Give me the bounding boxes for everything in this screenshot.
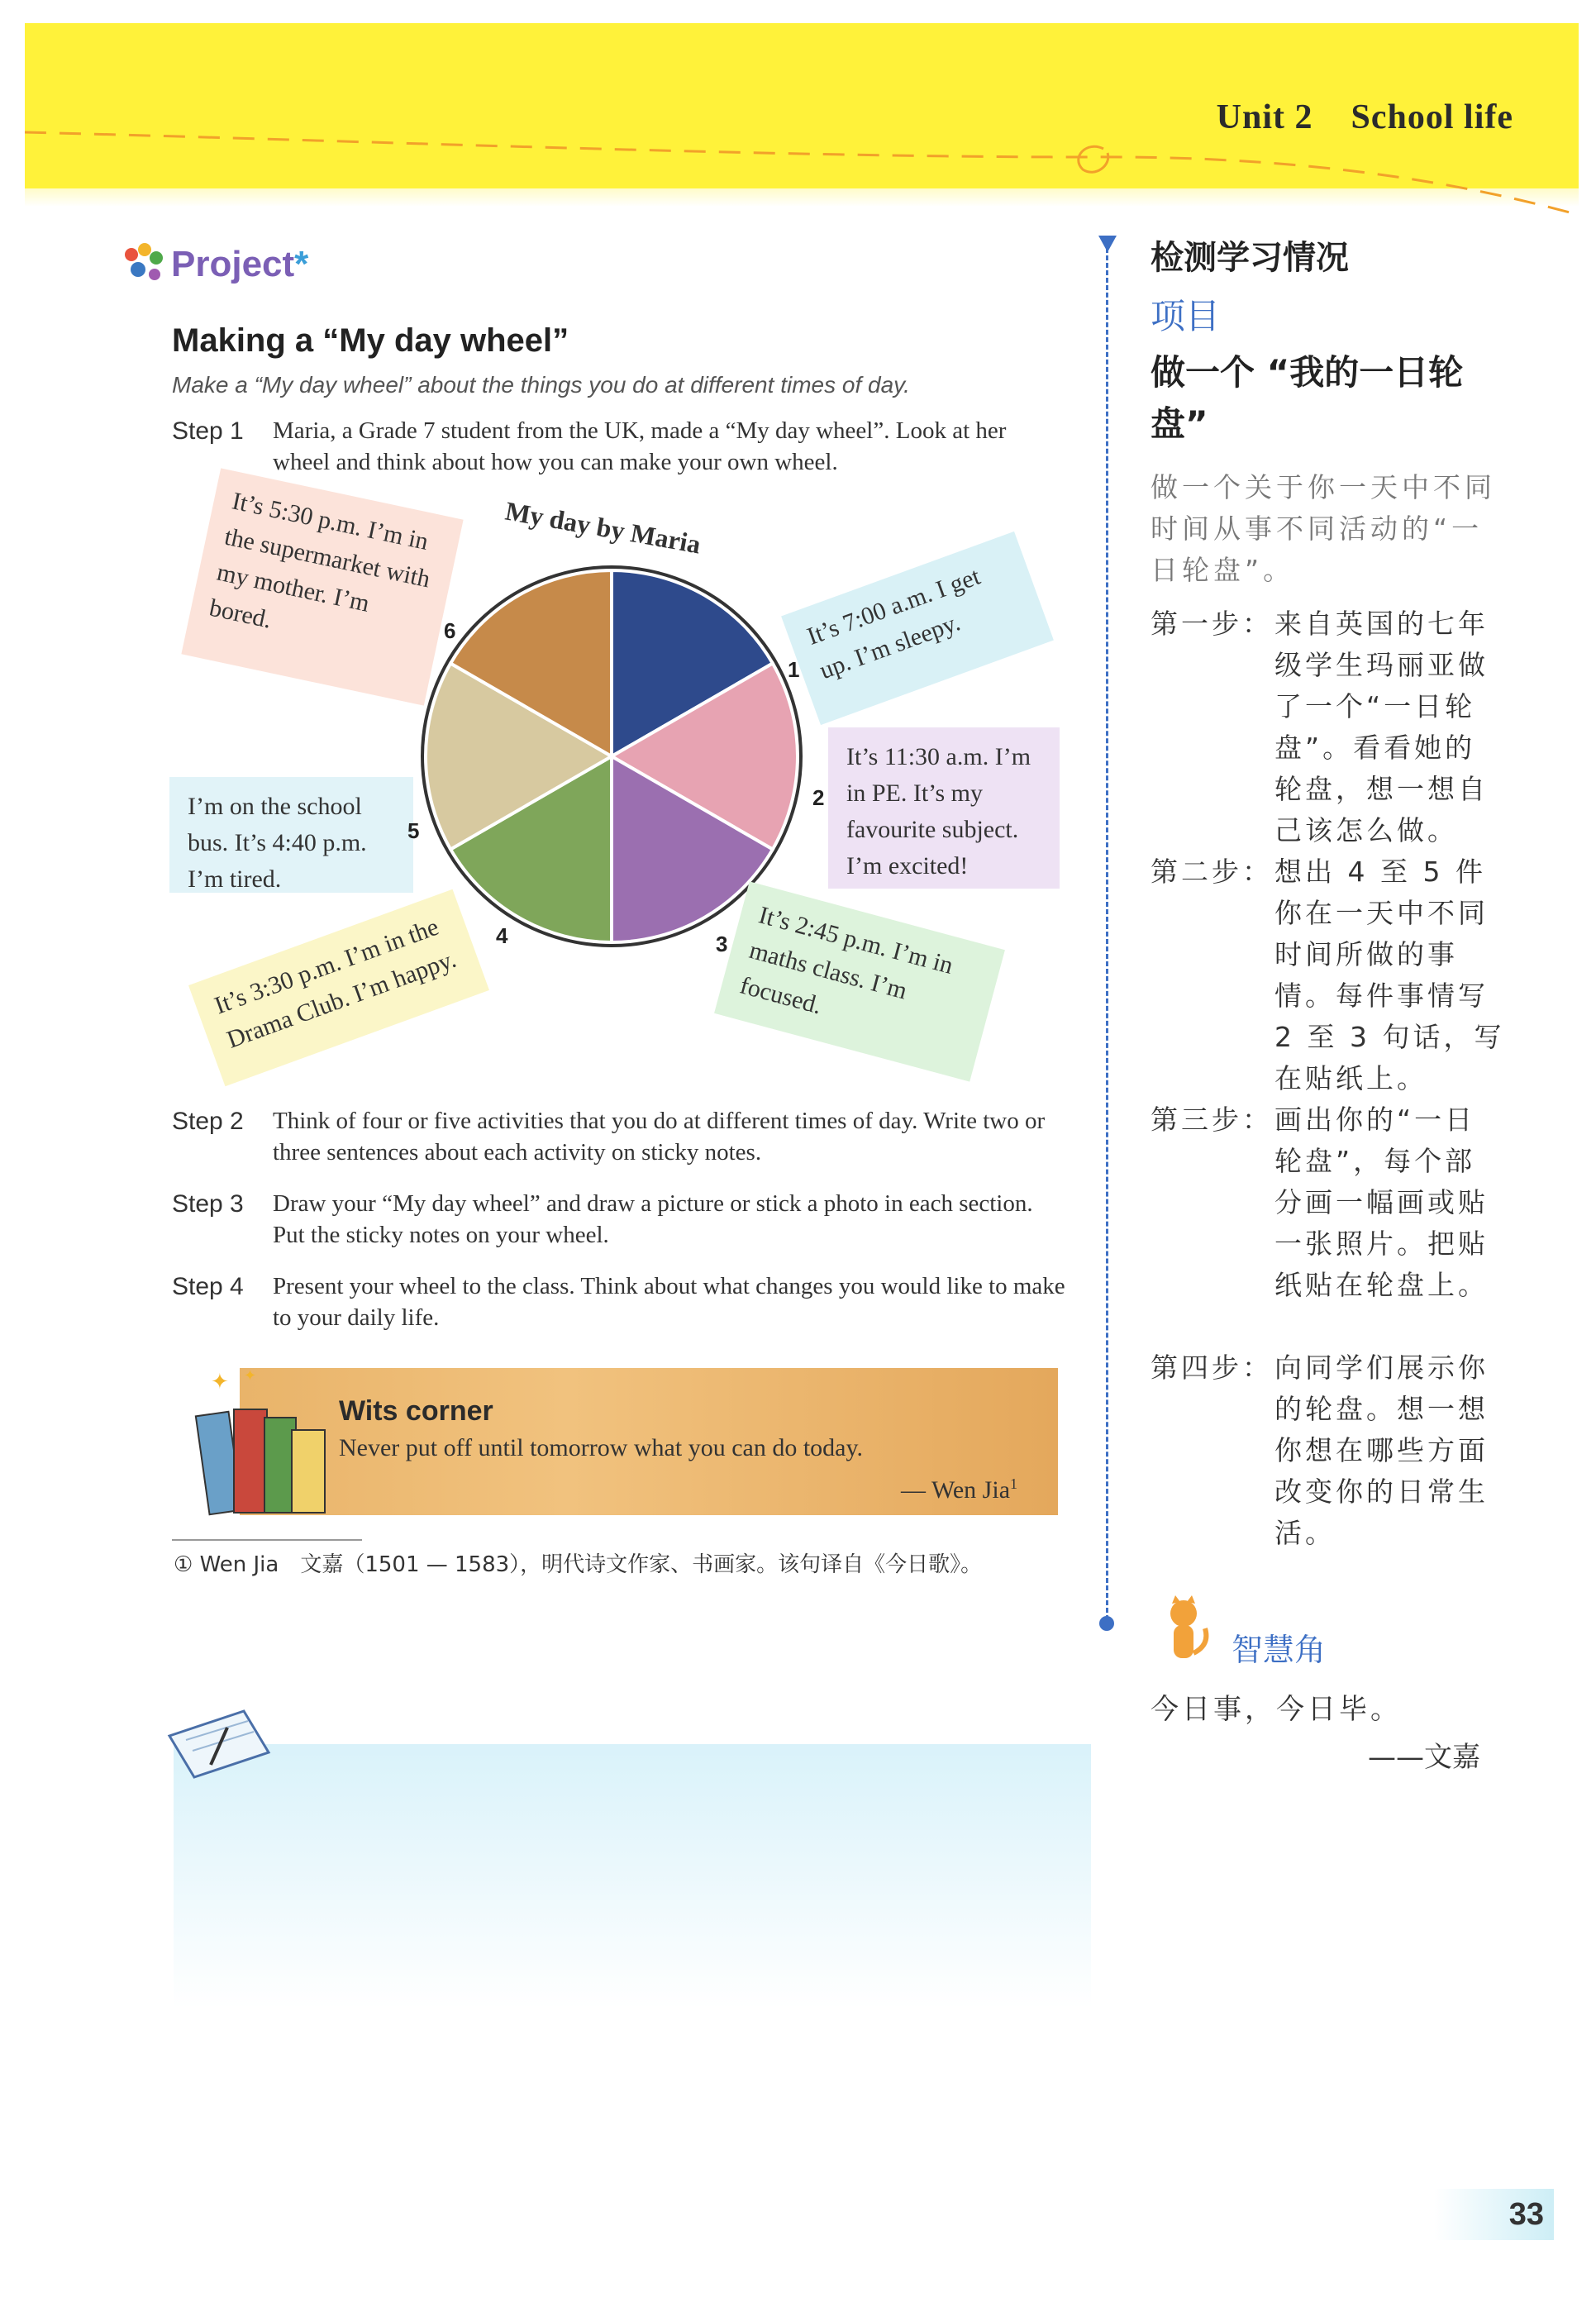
sticky-note-2: It’s 11:30 a.m. I’m in PE. It’s my favourite subject. I’m excited! (828, 727, 1060, 889)
note-number-4: 4 (496, 923, 508, 948)
notes-band (174, 1744, 1091, 2009)
sidebar-step-3: 第三步： 画出你的“一日轮盘”，每个部分画一幅画或贴一张照片。把贴纸贴在轮盘上。 (1151, 1104, 1489, 1301)
sidebar-divider (1106, 248, 1108, 1620)
wheel-title: My day by Maria (503, 495, 703, 560)
sidebar-step-4: 第四步： 向同学们展示你的轮盘。想一想你想在哪些方面改变你的日常生活。 (1151, 1351, 1489, 1549)
note-number-1: 1 (788, 657, 800, 682)
step-1-text: Maria, a Grade 7 student from the UK, made a “My day wheel”. Look at her wheel and think about how you can make your own wheel. (273, 417, 1007, 475)
sticky-note-5: I’m on the school bus. It’s 4:40 p.m. I’m tired. (169, 777, 413, 893)
sticky-note-6: It’s 5:30 p.m. I’m in the supermarket with my mother. I’m bored. (181, 468, 463, 705)
sidebar-project: 项目 (1151, 296, 1221, 336)
sidebar-description: 做一个关于你一天中不同时间从事不同活动的“一日轮盘”。 (1151, 471, 1496, 586)
svg-text:✦: ✦ (244, 1367, 257, 1384)
wits-corner-quote: Never put off until tomorrow what you can do today. (339, 1434, 864, 1461)
notebook-icon (153, 1703, 277, 1785)
step-4-text: Present your wheel to the class. Think about what changes you would like to make to your daily life. (273, 1273, 1065, 1331)
books-icon (186, 1364, 331, 1521)
svg-text:✦: ✦ (211, 1370, 229, 1394)
sticky-note-4: It’s 3:30 p.m. I’m in the Drama Club. I’m happy. (188, 889, 489, 1086)
footnote: ① Wen Jia 文嘉（1501 — 1583），明代诗文作家、书画家。该句译自《今日歌》。 (174, 1552, 983, 1577)
sticky-note-1: It’s 7:00 a.m. I get up. I’m sleepy. (781, 532, 1054, 725)
wisdom-corner-quote: 今日事，今日毕。 (1151, 1693, 1402, 1726)
note-number-3: 3 (716, 932, 728, 956)
note-number-2: 2 (812, 785, 825, 810)
wits-corner-title: Wits corner (339, 1395, 493, 1427)
sidebar-heading: 检测学习情况 (1151, 239, 1349, 277)
sidebar-divider-dot (1099, 1616, 1114, 1631)
wits-corner-author: — Wen Jia$^1$ (901, 1475, 1018, 1504)
unit-title: Unit 2 School life (1216, 98, 1513, 136)
note-number-6: 6 (444, 618, 456, 643)
sidebar-step-1: 第一步： 来自英国的七年级学生玛丽亚做了一个“一日轮盘”。看看她的轮盘，想一想自己该怎么做。 (1151, 608, 1489, 846)
wisdom-corner-author: ——文嘉 (1368, 1741, 1480, 1774)
project-subtitle: Make a “My day wheel” about the things you do at different times of day. (172, 372, 910, 398)
sidebar-title: 做一个 “我的一日轮盘” (1151, 352, 1464, 444)
footnote-divider (172, 1539, 362, 1541)
cat-icon (1151, 1595, 1217, 1670)
project-title: Making a “My day wheel” (172, 322, 569, 359)
wisdom-corner-title: 智慧角 (1232, 1632, 1327, 1668)
step-3-text: Draw your “My day wheel” and draw a picture or stick a photo in each section. Put the sticky notes on your wheel. (273, 1190, 1033, 1248)
sidebar-step-2: 第二步： 想出 4 至 5 件你在一天中不同时间所做的事情。每件事情写 2 至 3 句话，写在贴纸上。 (1151, 856, 1505, 1094)
step-4-label: Step 4 (172, 1273, 244, 1300)
page-number: 33 (1434, 2189, 1554, 2240)
sticky-note-3: It’s 2:45 p.m. I’m in maths class. I’m focused. (714, 881, 1005, 1081)
step-2-label: Step 2 (172, 1108, 244, 1135)
note-number-5: 5 (407, 818, 420, 843)
step-2-text: Think of four or five activities that you do at different times of day. Write two or three sentences about each activity on sticky notes. (273, 1108, 1046, 1166)
header-dash-line (25, 124, 1579, 240)
step-3-label: Step 3 (172, 1190, 244, 1218)
handprint-icon (120, 240, 169, 285)
step-1-label: Step 1 (172, 417, 244, 445)
project-heading: Project* (171, 244, 309, 284)
